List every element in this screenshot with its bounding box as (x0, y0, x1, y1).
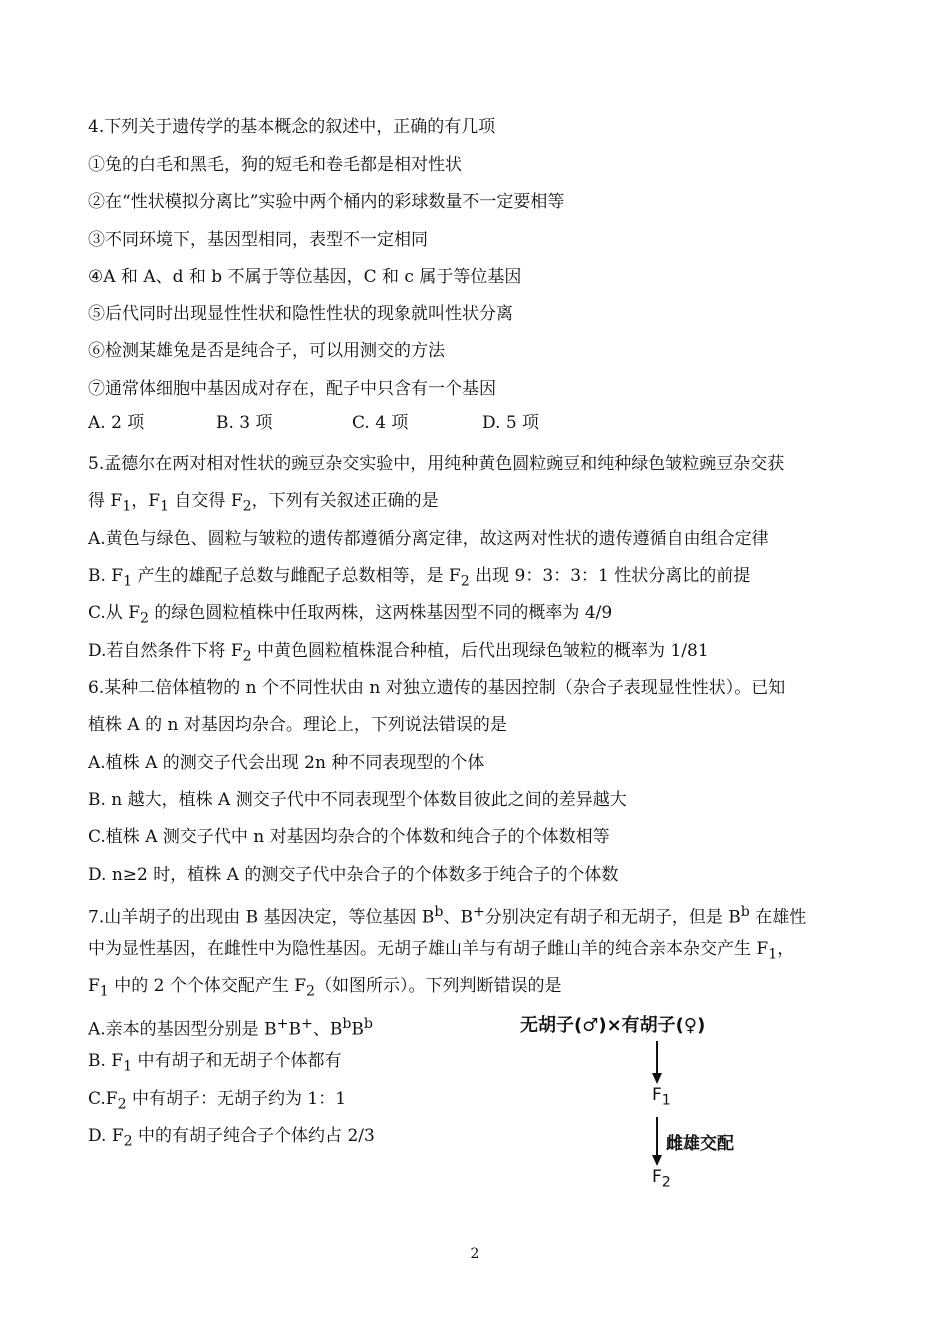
q7-option-d: D. $F_2$ 中的有胡子纯合子个体约占 2/3 (88, 1126, 375, 1150)
q4-option-a: A. 2 项 (88, 413, 145, 433)
q4-item-1: ①兔的白毛和黑毛，狗的短毛和卷毛都是相对性状 (88, 155, 462, 175)
q7-stem-line2: 中为显性基因，在雌性中为隐性基因。无胡子雄山羊与有胡子雌山羊的纯合亲本杂交产生 $F_1$， (88, 939, 795, 963)
q5-stem-line1: 5.孟德尔在两对相对性状的豌豆杂交实验中，用纯种黄色圆粒豌豆和纯种绿色皱粒豌豆杂交获 (88, 454, 785, 474)
q4-item-3: ③不同环境下，基因型相同，表型不一定相同 (88, 230, 428, 250)
q5-stem-line2: 得 $F_1$，$F_1$ 自交得 $F_2$，下列有关叙述正确的是 (88, 491, 439, 515)
q6-option-b: B. n 越大，植株 A 测交子代中不同表现型个体数目彼此之间的差异越大 (88, 790, 627, 810)
q4-item-4: ④A 和 A、d 和 b 不属于等位基因，C 和 c 属于等位基因 (88, 267, 522, 287)
q5-option-a: A.黄色与绿色、圆粒与皱粒的遗传都遵循分离定律，故这两对性状的遗传遵循自由组合定律 (88, 529, 769, 549)
q4-item-7: ⑦通常体细胞中基因成对存在，配子中只含有一个基因 (88, 379, 496, 399)
q4-item-6: ⑥检测某雄兔是否是纯合子，可以用测交的方法 (88, 341, 445, 361)
q6-stem-line1: 6.某种二倍体植物的 n 个不同性状由 n 对独立遗传的基因控制（杂合子表现显性性状）。已知 (88, 678, 786, 698)
q5-option-b: B. $F_1$ 产生的雄配子总数与雌配子总数相等，是 $F_2$ 出现 9：3：3：1 性状分离比的前提 (88, 566, 751, 590)
page-number: 2 (470, 1246, 480, 1262)
q6-option-c: C.植株 A 测交子代中 n 对基因均杂合的个体数和纯合子的个体数相等 (88, 827, 610, 847)
diagram-cross-label: 无胡子(♂)×有胡子(♀) (520, 1015, 706, 1036)
down-arrow-icon (650, 1117, 664, 1167)
q6-stem-line2: 植株 A 的 n 对基因均杂合。理论上，下列说法错误的是 (88, 715, 507, 735)
q6-option-a: A.植株 A 的测交子代会出现 2n 种不同表现型的个体 (88, 753, 485, 773)
cross-diagram (520, 1005, 820, 1195)
q7-option-b: B. $F_1$ 中有胡子和无胡子个体都有 (88, 1051, 342, 1075)
q4-option-d: D. 5 项 (482, 413, 540, 433)
q7-stem-line1: 7.山羊胡子的出现由 B 基因决定，等位基因 $B^b$、B+分别决定有胡子和无胡子，但是 $B^b$ 在雄性 (88, 904, 807, 928)
q7-stem-line3: $F_1$ 中的 2 个个体交配产生 $F_2$（如图所示）。下列判断错误的是 (88, 976, 562, 1000)
q6-option-d: D. n≥2 时，植株 A 的测交子代中杂合子的个体数多于纯合子的个体数 (88, 865, 619, 885)
q4-option-b: B. 3 项 (216, 413, 273, 433)
q5-option-d: D.若自然条件下将 $F_2$ 中黄色圆粒植株混合种植，后代出现绿色皱粒的概率为 1/81 (88, 641, 709, 665)
q4-item-2: ②在“性状模拟分离比”实验中两个桶内的彩球数量不一定要相等 (88, 192, 565, 212)
q4-stem: 4.下列关于遗传学的基本概念的叙述中，正确的有几项 (88, 117, 496, 137)
diagram-mating-label: 雌雄交配 (666, 1134, 734, 1154)
q4-item-5: ⑤后代同时出现显性性状和隐性性状的现象就叫性状分离 (88, 304, 513, 324)
q7-option-c: $C.F_2$ 中有胡子：无胡子约为 1：1 (88, 1089, 347, 1113)
diagram-f1-label: $F_1$ (652, 1085, 671, 1109)
q4-option-c: C. 4 项 (352, 413, 409, 433)
q5-option-c: C.从 $F_2$ 的绿色圆粒植株中任取两株，这两株基因型不同的概率为 4/9 (88, 603, 613, 627)
down-arrow-icon (650, 1041, 664, 1085)
diagram-f2-label: $F_2$ (652, 1167, 671, 1191)
q7-option-a: A.亲本的基因型分别是 B+B+、$B^bB^b$ (88, 1016, 373, 1040)
